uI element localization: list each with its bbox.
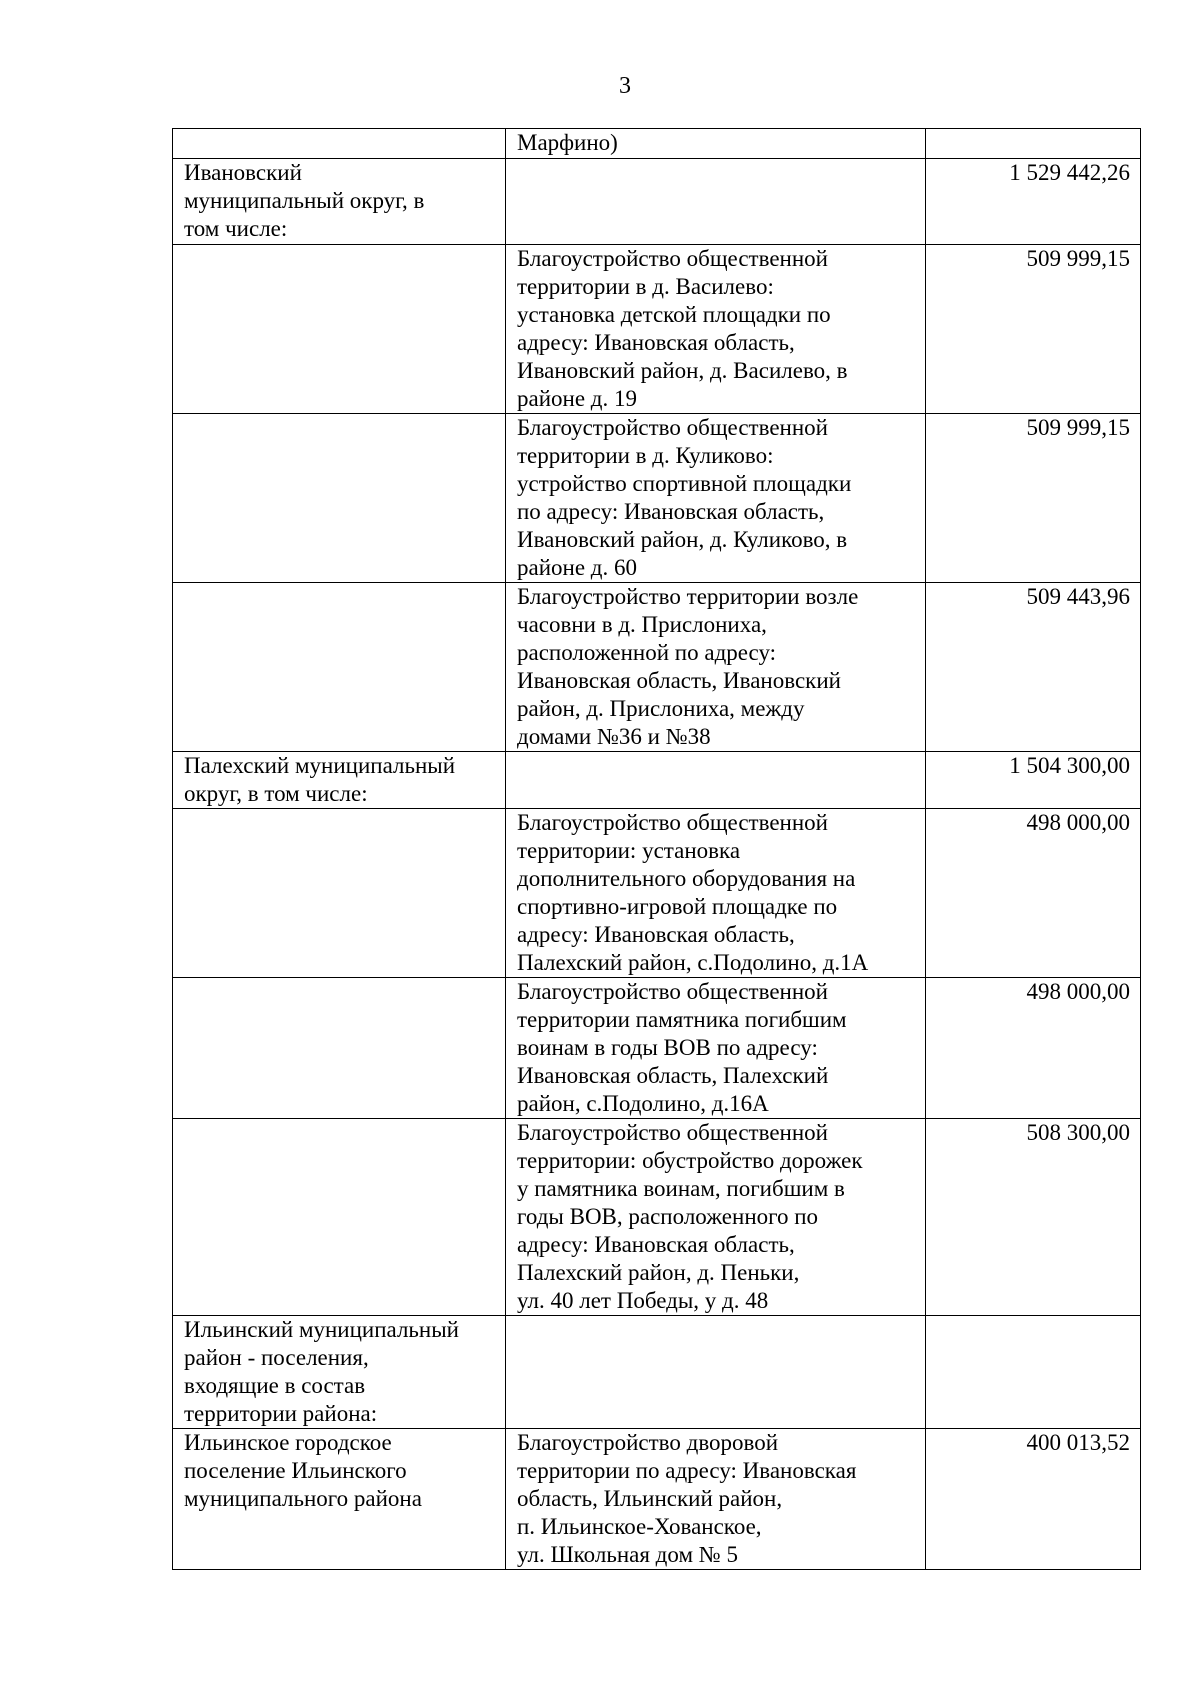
amount-cell: 508 300,00 [926, 1119, 1141, 1316]
amount-cell: 509 443,96 [926, 583, 1141, 752]
amount-cell: 1 529 442,26 [926, 159, 1141, 245]
description-cell: Благоустройство общественной территории в д. Куликово: устройство спортивной площадки по адресу: Ивановская область, Ивановский район, д. Куликово, в районе д. 60 [506, 414, 926, 583]
amount-cell: 1 504 300,00 [926, 752, 1141, 809]
municipality-cell [173, 129, 506, 159]
description-cell: Марфино) [506, 129, 926, 159]
table-row [173, 245, 1141, 414]
table-row [173, 752, 1141, 809]
municipality-cell [173, 1119, 506, 1316]
municipality-cell [173, 414, 506, 583]
description-cell [506, 159, 926, 245]
description-cell: Благоустройство общественной территории в д. Василево: установка детской площадки по адресу: Ивановская область, Ивановский район, д. Василево, в районе д. 19 [506, 245, 926, 414]
municipality-cell [173, 245, 506, 414]
funding-table [172, 128, 1141, 1570]
description-cell [506, 1316, 926, 1429]
amount-cell: 509 999,15 [926, 245, 1141, 414]
description-cell: Благоустройство общественной территории: обустройство дорожек у памятника воинам, погибшим в годы ВОВ, расположенного по адресу: Ивановская область, Палехский район, д. Пеньки, ул. 40 лет Победы, у д. 48 [506, 1119, 926, 1316]
table-row [173, 1429, 1141, 1570]
table-row [173, 159, 1141, 245]
amount-cell: 509 999,15 [926, 414, 1141, 583]
municipality-cell: Ильинское городское поселение Ильинского муниципального района [173, 1429, 506, 1570]
table-row [173, 583, 1141, 752]
municipality-cell: Ивановский муниципальный округ, в том числе: [173, 159, 506, 245]
amount-cell: 400 013,52 [926, 1429, 1141, 1570]
table-row [173, 414, 1141, 583]
description-cell: Благоустройство дворовой территории по адресу: Ивановская область, Ильинский район, п. Ильинское-Хованское, ул. Школьная дом № 5 [506, 1429, 926, 1570]
municipality-cell [173, 583, 506, 752]
description-cell [506, 752, 926, 809]
description-cell: Благоустройство территории возле часовни в д. Прислониха, расположенной по адресу: Ивановская область, Ивановский район, д. Прислониха, между домами №36 и №38 [506, 583, 926, 752]
page-number: 3 [619, 73, 631, 99]
description-cell: Благоустройство общественной территории: установка дополнительного оборудования на спортивно-игровой площадке по адресу: Ивановская область, Палехский район, с.Подолино, д.1А [506, 809, 926, 978]
table-row [173, 1316, 1141, 1429]
table-row [173, 1119, 1141, 1316]
table-row [173, 978, 1141, 1119]
municipality-cell [173, 978, 506, 1119]
description-cell: Благоустройство общественной территории памятника погибшим воинам в годы ВОВ по адресу: Ивановская область, Палехский район, с.Подолино, д.16А [506, 978, 926, 1119]
funding-table-body [173, 129, 1141, 1570]
municipality-cell: Ильинский муниципальный район - поселения, входящие в состав территории района: [173, 1316, 506, 1429]
amount-cell [926, 1316, 1141, 1429]
amount-cell: 498 000,00 [926, 809, 1141, 978]
amount-cell: 498 000,00 [926, 978, 1141, 1119]
municipality-cell: Палехский муниципальный округ, в том числе: [173, 752, 506, 809]
table-row [173, 129, 1141, 159]
amount-cell [926, 129, 1141, 159]
municipality-cell [173, 809, 506, 978]
table-row [173, 809, 1141, 978]
